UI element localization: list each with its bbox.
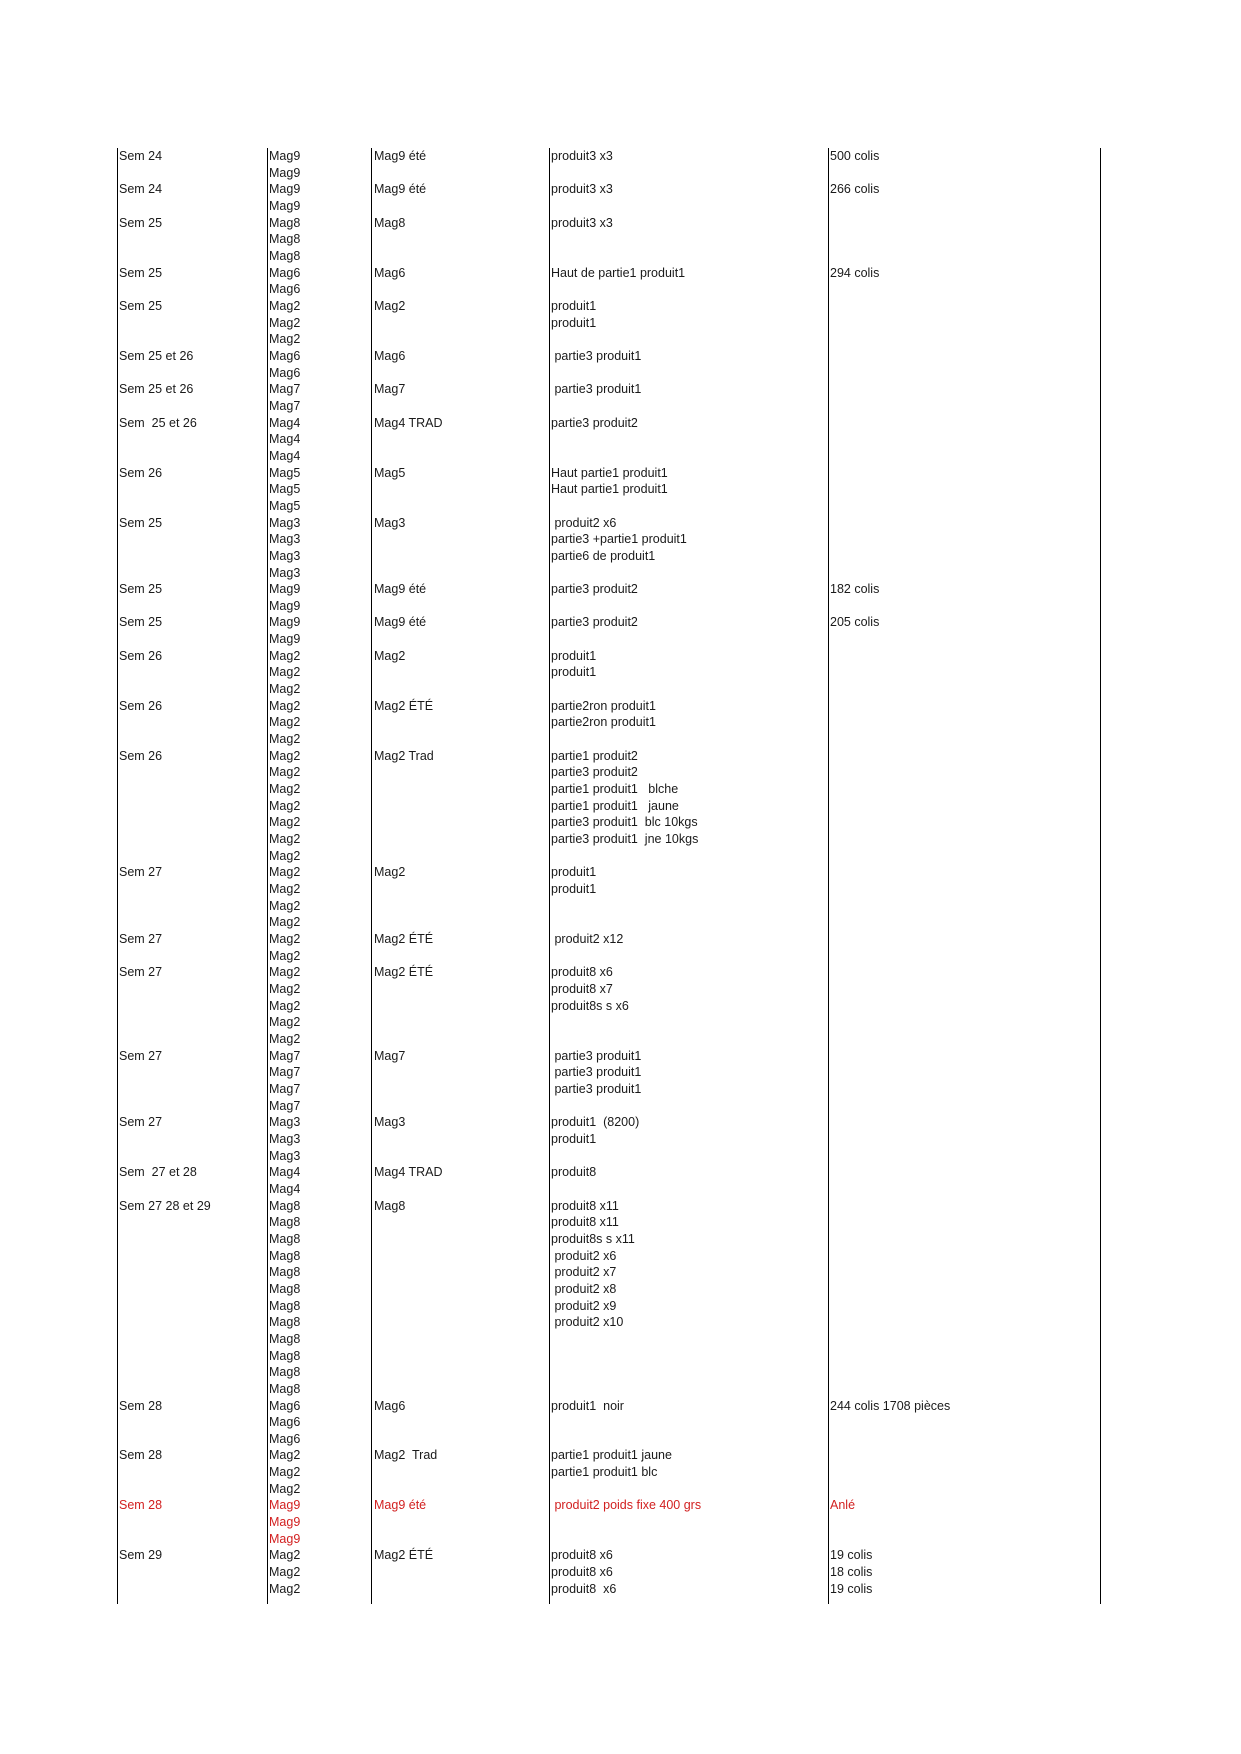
produit-cell: Haut partie1 produit1 xyxy=(551,482,668,497)
week-cell: Sem 27 xyxy=(119,865,163,880)
magasin-cell: Mag7 xyxy=(269,1048,301,1063)
produit-cell: produit8 x7 xyxy=(551,982,613,996)
magasin-cell: Mag8 xyxy=(269,1365,301,1380)
quantite-cell: 294 colis xyxy=(830,265,880,280)
magasin-cell: Mag7 xyxy=(269,1081,301,1096)
enseigne-cell: Mag2 xyxy=(374,648,406,663)
produit-cell: produit3 x3 xyxy=(551,149,613,163)
produit-cell: produit8 xyxy=(551,1165,597,1180)
week-cell: Sem 25 xyxy=(119,582,163,597)
magasin-cell: Mag2 xyxy=(269,882,301,897)
produit-cell: produit1 (8200) xyxy=(551,1115,640,1130)
magasin-cell: Mag5 xyxy=(269,465,301,480)
magasin-cell: Mag2 xyxy=(269,1548,301,1563)
magasin-cell: Mag6 xyxy=(269,365,301,380)
week-cell: Sem 27 xyxy=(119,1048,163,1063)
enseigne-cell: Mag2 Trad xyxy=(374,748,434,763)
produit-cell: produit8 x11 xyxy=(551,1215,619,1230)
magasin-cell: Mag2 xyxy=(269,832,301,847)
produit-cell: produit1 xyxy=(551,865,597,880)
produit-cell: produit8 x6 xyxy=(551,1581,617,1596)
produit-cell: partie3 produit1 blc 10kgs xyxy=(551,815,698,830)
magasin-cell: Mag2 xyxy=(269,665,301,680)
week-cell: Sem 28 xyxy=(119,1398,163,1413)
produit-cell: produit8 x6 xyxy=(551,1565,613,1580)
produit-cell: partie2ron produit1 xyxy=(551,715,656,730)
week-cell: Sem 25 et 26 xyxy=(119,348,194,363)
magasin-cell: Mag2 xyxy=(269,1465,301,1480)
magasin-cell: Mag2 xyxy=(269,715,301,730)
produit-cell: partie3 produit2 xyxy=(551,615,638,630)
magasin-cell: Mag6 xyxy=(269,265,301,280)
week-cell: Sem 25 xyxy=(119,298,163,313)
enseigne-cell: Mag9 été xyxy=(374,182,427,197)
magasin-cell: Mag9 xyxy=(269,149,301,163)
magasin-cell: Mag2 xyxy=(269,648,301,663)
produit-cell: produit3 x3 xyxy=(551,182,613,197)
produit-cell: partie6 de produit1 xyxy=(551,548,656,563)
produit-cell: Haut partie1 produit1 xyxy=(551,465,668,480)
produit-cell: produit2 x6 xyxy=(551,1248,617,1263)
enseigne-cell: Mag2 xyxy=(374,865,406,880)
magasin-cell: Mag5 xyxy=(269,498,301,513)
magasin-cell: Mag2 xyxy=(269,298,301,313)
enseigne-cell: Mag2 ÉTÉ xyxy=(374,698,434,713)
produit-cell: partie3 +partie1 produit1 xyxy=(551,532,687,547)
magasin-cell: Mag8 xyxy=(269,1381,301,1396)
week-cell: Sem 26 xyxy=(119,698,163,713)
magasin-cell: Mag9 xyxy=(269,165,301,180)
week-cell: Sem 26 xyxy=(119,465,163,480)
magasin-cell: Mag2 xyxy=(269,1581,301,1596)
magasin-cell: Mag7 xyxy=(269,1098,301,1113)
produit-cell: produit8s s x6 xyxy=(551,998,629,1013)
magasin-cell: Mag3 xyxy=(269,532,301,547)
produit-cell: produit3 x3 xyxy=(551,215,613,230)
quantite-cell: Anlé xyxy=(830,1498,856,1513)
magasin-cell: Mag2 xyxy=(269,765,301,780)
column-divider-enseigne xyxy=(371,148,372,1604)
magasin-cell: Mag2 xyxy=(269,782,301,797)
enseigne-cell: Mag2 ÉTÉ xyxy=(374,932,434,947)
magasin-cell: Mag9 xyxy=(269,182,301,197)
week-cell: Sem 26 xyxy=(119,648,163,663)
enseigne-cell: Mag7 xyxy=(374,382,406,397)
enseigne-cell: Mag4 TRAD xyxy=(374,1165,443,1180)
magasin-cell: Mag2 xyxy=(269,982,301,996)
magasin-cell: Mag8 xyxy=(269,1248,301,1263)
magasin-cell: Mag9 xyxy=(269,198,301,213)
magasin-cell: Mag2 xyxy=(269,1481,301,1496)
enseigne-cell: Mag4 TRAD xyxy=(374,415,443,430)
week-cell: Sem 28 xyxy=(119,1498,163,1513)
magasin-cell: Mag9 xyxy=(269,1515,301,1530)
quantite-cell: 182 colis xyxy=(830,582,880,597)
produit-cell: partie1 produit1 jaune xyxy=(551,1448,672,1463)
magasin-cell: Mag3 xyxy=(269,1115,301,1130)
magasin-cell: Mag2 xyxy=(269,815,301,830)
enseigne-cell: Mag9 été xyxy=(374,149,427,163)
planning-table xyxy=(117,148,1102,1604)
produit-cell: partie3 produit1 xyxy=(551,1081,642,1096)
magasin-cell: Mag2 xyxy=(269,1565,301,1580)
magasin-cell: Mag2 xyxy=(269,315,301,330)
week-cell: Sem 25 et 26 xyxy=(119,382,194,397)
magasin-cell: Mag2 xyxy=(269,865,301,880)
magasin-cell: Mag4 xyxy=(269,1165,301,1180)
magasin-cell: Mag3 xyxy=(269,1148,301,1163)
quantite-cell: 19 colis xyxy=(830,1548,873,1563)
produit-cell: partie3 produit2 xyxy=(551,765,638,780)
magasin-cell: Mag8 xyxy=(269,248,301,263)
enseigne-cell: Mag8 xyxy=(374,1198,406,1213)
magasin-cell: Mag9 xyxy=(269,598,301,613)
produit-cell: produit2 x7 xyxy=(551,1265,617,1280)
produit-cell: produit1 xyxy=(551,665,597,680)
produit-cell: partie3 produit1 xyxy=(551,1065,642,1080)
enseigne-cell: Mag2 ÉTÉ xyxy=(374,965,434,980)
magasin-cell: Mag3 xyxy=(269,1131,301,1146)
enseigne-cell: Mag9 été xyxy=(374,1498,427,1513)
enseigne-cell: Mag2 ÉTÉ xyxy=(374,1548,434,1563)
produit-cell: partie3 produit1 xyxy=(551,348,642,363)
magasin-cell: Mag9 xyxy=(269,1498,301,1513)
magasin-cell: Mag7 xyxy=(269,398,301,413)
week-cell: Sem 26 xyxy=(119,748,163,763)
magasin-cell: Mag2 xyxy=(269,732,301,747)
magasin-cell: Mag7 xyxy=(269,382,301,397)
produit-cell: produit8 x11 xyxy=(551,1198,619,1213)
week-cell: Sem 24 xyxy=(119,182,163,197)
magasin-cell: Mag6 xyxy=(269,348,301,363)
produit-cell: partie1 produit2 xyxy=(551,748,638,763)
magasin-cell: Mag4 xyxy=(269,432,301,447)
produit-cell: partie3 produit2 xyxy=(551,582,638,597)
week-cell: Sem 25 xyxy=(119,615,163,630)
magasin-cell: Mag2 xyxy=(269,748,301,763)
enseigne-cell: Mag2 xyxy=(374,298,406,313)
produit-cell: partie3 produit1 jne 10kgs xyxy=(551,832,699,847)
magasin-cell: Mag2 xyxy=(269,1015,301,1030)
produit-cell: partie3 produit2 xyxy=(551,415,638,430)
enseigne-cell: Mag8 xyxy=(374,215,406,230)
enseigne-cell: Mag5 xyxy=(374,465,406,480)
column-divider-week xyxy=(117,148,118,1604)
magasin-cell: Mag3 xyxy=(269,515,301,530)
column-divider-quantite xyxy=(828,148,829,1604)
week-cell: Sem 29 xyxy=(119,1548,163,1563)
produit-cell: Haut de partie1 produit1 xyxy=(551,265,686,280)
enseigne-cell: Mag6 xyxy=(374,265,406,280)
magasin-cell: Mag2 xyxy=(269,898,301,913)
magasin-cell: Mag6 xyxy=(269,1431,301,1446)
quantite-cell: 205 colis xyxy=(830,615,880,630)
produit-cell: produit1 xyxy=(551,298,597,313)
magasin-cell: Mag9 xyxy=(269,632,301,647)
column-divider-magasin xyxy=(267,148,268,1604)
magasin-cell: Mag2 xyxy=(269,965,301,980)
magasin-cell: Mag9 xyxy=(269,615,301,630)
magasin-cell: Mag4 xyxy=(269,415,301,430)
column-divider-right-edge xyxy=(1100,148,1101,1604)
magasin-cell: Mag7 xyxy=(269,1065,301,1080)
produit-cell: produit8 x6 xyxy=(551,1548,613,1563)
enseigne-cell: Mag6 xyxy=(374,348,406,363)
week-cell: Sem 27 28 et 29 xyxy=(119,1198,211,1213)
magasin-cell: Mag8 xyxy=(269,1315,301,1330)
produit-cell: produit1 xyxy=(551,315,597,330)
produit-cell: partie3 produit1 xyxy=(551,1048,642,1063)
magasin-cell: Mag8 xyxy=(269,1298,301,1313)
quantite-cell: 19 colis xyxy=(830,1581,873,1596)
magasin-cell: Mag5 xyxy=(269,482,301,497)
magasin-cell: Mag8 xyxy=(269,1215,301,1230)
magasin-cell: Mag8 xyxy=(269,1348,301,1363)
magasin-cell: Mag2 xyxy=(269,682,301,697)
week-cell: Sem 27 xyxy=(119,932,163,947)
week-cell: Sem 27 xyxy=(119,1115,163,1130)
magasin-cell: Mag2 xyxy=(269,848,301,863)
produit-cell: produit1 noir xyxy=(551,1398,624,1413)
quantite-cell: 266 colis xyxy=(830,182,880,197)
magasin-cell: Mag4 xyxy=(269,448,301,463)
produit-cell: produit8 x6 xyxy=(551,965,613,980)
magasin-cell: Mag6 xyxy=(269,1415,301,1430)
magasin-cell: Mag2 xyxy=(269,332,301,347)
magasin-cell: Mag2 xyxy=(269,932,301,947)
magasin-cell: Mag8 xyxy=(269,1331,301,1346)
produit-cell: produit2 x12 xyxy=(551,932,624,947)
week-cell: Sem 25 xyxy=(119,215,163,230)
week-cell: Sem 28 xyxy=(119,1448,163,1463)
quantite-cell: 244 colis 1708 pièces xyxy=(830,1398,951,1413)
magasin-cell: Mag3 xyxy=(269,565,301,580)
magasin-cell: Mag8 xyxy=(269,215,301,230)
produit-cell: produit2 x6 xyxy=(551,515,617,530)
magasin-cell: Mag3 xyxy=(269,548,301,563)
column-divider-produit xyxy=(549,148,550,1604)
magasin-cell: Mag8 xyxy=(269,232,301,247)
magasin-cell: Mag2 xyxy=(269,1031,301,1046)
produit-cell: produit2 x8 xyxy=(551,1281,617,1296)
magasin-cell: Mag8 xyxy=(269,1231,301,1246)
enseigne-cell: Mag6 xyxy=(374,1398,406,1413)
enseigne-cell: Mag9 été xyxy=(374,582,427,597)
magasin-cell: Mag2 xyxy=(269,948,301,963)
enseigne-cell: Mag2 Trad xyxy=(374,1448,438,1463)
magasin-cell: Mag2 xyxy=(269,998,301,1013)
week-cell: Sem 25 xyxy=(119,515,163,530)
magasin-cell: Mag6 xyxy=(269,282,301,297)
produit-cell: produit1 xyxy=(551,882,597,897)
week-cell: Sem 25 et 26 xyxy=(119,415,197,430)
enseigne-cell: Mag3 xyxy=(374,1115,406,1130)
produit-cell: partie2ron produit1 xyxy=(551,698,656,713)
week-cell: Sem 27 xyxy=(119,965,163,980)
week-cell: Sem 27 et 28 xyxy=(119,1165,197,1180)
magasin-cell: Mag9 xyxy=(269,1531,301,1546)
quantite-cell: 18 colis xyxy=(830,1565,873,1580)
enseigne-cell: Mag7 xyxy=(374,1048,406,1063)
magasin-cell: Mag8 xyxy=(269,1265,301,1280)
produit-cell: partie1 produit1 jaune xyxy=(551,798,679,813)
quantite-cell: 500 colis xyxy=(830,149,880,163)
produit-cell: produit8s s x11 xyxy=(551,1231,635,1246)
produit-cell: produit1 xyxy=(551,1131,597,1146)
magasin-cell: Mag2 xyxy=(269,698,301,713)
produit-cell: partie3 produit1 xyxy=(551,382,642,397)
magasin-cell: Mag2 xyxy=(269,798,301,813)
enseigne-cell: Mag3 xyxy=(374,515,406,530)
magasin-cell: Mag8 xyxy=(269,1281,301,1296)
produit-cell: produit2 x9 xyxy=(551,1298,617,1313)
produit-cell: produit2 x10 xyxy=(551,1315,624,1330)
magasin-cell: Mag2 xyxy=(269,1448,301,1463)
week-cell: Sem 25 xyxy=(119,265,163,280)
week-cell: Sem 24 xyxy=(119,149,163,163)
magasin-cell: Mag8 xyxy=(269,1198,301,1213)
magasin-cell: Mag6 xyxy=(269,1398,301,1413)
produit-cell: partie1 produit1 blche xyxy=(551,782,679,797)
produit-cell: produit1 xyxy=(551,648,597,663)
magasin-cell: Mag4 xyxy=(269,1181,301,1196)
magasin-cell: Mag9 xyxy=(269,582,301,597)
enseigne-cell: Mag9 été xyxy=(374,615,427,630)
magasin-cell: Mag2 xyxy=(269,915,301,930)
produit-cell: partie1 produit1 blc xyxy=(551,1465,658,1480)
produit-cell: produit2 poids fixe 400 grs xyxy=(551,1498,702,1513)
